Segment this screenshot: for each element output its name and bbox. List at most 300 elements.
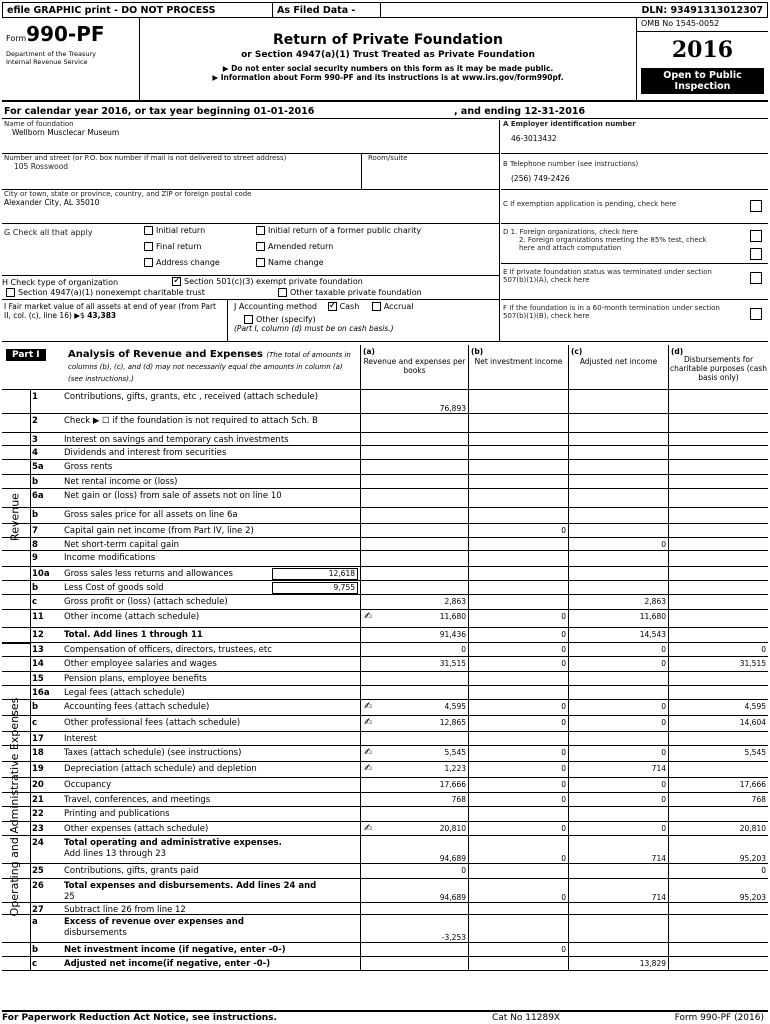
amount-cell-b[interactable] bbox=[468, 414, 568, 432]
amount-cell-c[interactable] bbox=[568, 508, 668, 523]
amount-cell-b[interactable] bbox=[468, 581, 568, 594]
cash-basis-note: (Part I, column (d) must be on cash basis.) bbox=[234, 324, 394, 333]
street-label: Number and street (or P.O. box number if mail is not delivered to street address) bbox=[4, 154, 287, 162]
j-block bbox=[232, 300, 500, 342]
amount-cell-c[interactable] bbox=[568, 460, 668, 474]
table-row bbox=[2, 610, 768, 628]
amount-cell-d[interactable] bbox=[668, 460, 768, 474]
line-description: Total. Add lines 1 through 11 bbox=[64, 630, 203, 640]
amount-cell-b[interactable]: 0 bbox=[468, 822, 568, 835]
amount-cell-c[interactable] bbox=[568, 581, 668, 594]
part1-title: Analysis of Revenue and Expenses bbox=[68, 349, 263, 360]
amount-cell-d[interactable] bbox=[668, 943, 768, 956]
cash-option[interactable]: ✓ Cash bbox=[328, 302, 360, 311]
amount-cell-b[interactable] bbox=[468, 446, 568, 459]
attachment-icon[interactable]: ✍ bbox=[364, 823, 373, 834]
amount-cell-c[interactable]: 0 bbox=[568, 700, 668, 715]
cash-checkbox[interactable] bbox=[328, 302, 337, 311]
name-label: Name of foundation bbox=[4, 120, 74, 128]
amount-cell-a[interactable] bbox=[360, 551, 468, 566]
line-number: 10a bbox=[32, 569, 50, 579]
initial-return-checkbox[interactable] bbox=[144, 226, 153, 235]
line-description: Taxes (attach schedule) (see instructions) bbox=[64, 748, 242, 758]
amount-cell-c[interactable]: 14,543 bbox=[568, 628, 668, 642]
amount-cell-d[interactable] bbox=[668, 390, 768, 413]
line-number: 22 bbox=[32, 809, 44, 819]
amount-cell-b[interactable]: 0 bbox=[468, 524, 568, 537]
amount-cell-b[interactable] bbox=[468, 390, 568, 413]
amount-cell-a[interactable]: 20,810 bbox=[360, 822, 468, 835]
line-description: Other income (attach schedule) bbox=[64, 612, 200, 622]
line-description: Gross profit or (loss) (attach schedule) bbox=[64, 597, 228, 607]
4947-option[interactable]: Section 4947(a)(1) nonexempt charitable trust bbox=[6, 288, 205, 297]
amount-cell-c[interactable]: 714 bbox=[568, 836, 668, 863]
line-description: Net gain or (loss) from sale of assets not on line 10 bbox=[64, 491, 282, 501]
final-return-checkbox[interactable] bbox=[144, 242, 153, 251]
amount-cell-d[interactable] bbox=[668, 807, 768, 821]
address-change-checkbox[interactable] bbox=[144, 258, 153, 267]
line-description: Check ▶ ☐ if the foundation is not required to attach Sch. B bbox=[64, 416, 318, 426]
line-number: 24 bbox=[32, 838, 44, 848]
table-row bbox=[2, 551, 768, 567]
table-row bbox=[2, 628, 768, 643]
amount-cell-a[interactable]: 12,865 bbox=[360, 716, 468, 731]
amount-cell-b[interactable]: 0 bbox=[468, 879, 568, 902]
amount-cell-b[interactable] bbox=[468, 672, 568, 685]
line-number: 14 bbox=[32, 659, 44, 669]
table-row bbox=[2, 672, 768, 686]
part1-italic: (The total of amounts in columns (b), (c), and (d) may not necessarily equal the amounts in column (a) (see instructions).) bbox=[68, 351, 351, 383]
amount-cell-a[interactable] bbox=[360, 524, 468, 537]
501c3-option[interactable]: ✓ Section 501(c)(3) exempt private foundation bbox=[172, 277, 363, 286]
amount-cell-a[interactable]: 94,689 bbox=[360, 879, 468, 902]
line-number: 27 bbox=[32, 905, 44, 915]
accounting-label: J Accounting method bbox=[234, 302, 318, 311]
amended-return-option[interactable]: Amended return bbox=[256, 242, 333, 251]
room-label: Room/suite bbox=[368, 154, 408, 162]
street-block bbox=[2, 154, 499, 190]
amount-cell-a[interactable] bbox=[360, 538, 468, 550]
amount-cell-b[interactable]: 0 bbox=[468, 610, 568, 627]
amount-cell-c[interactable]: 0 bbox=[568, 657, 668, 671]
amount-cell-c[interactable] bbox=[568, 807, 668, 821]
amount-cell-d[interactable] bbox=[668, 524, 768, 537]
amount-cell-d[interactable]: 0 bbox=[668, 864, 768, 878]
table-row bbox=[2, 807, 768, 822]
dln-label: DLN: 93491313012307 bbox=[641, 5, 763, 16]
amount-cell-c[interactable] bbox=[568, 446, 668, 459]
line-number: 6a bbox=[32, 491, 44, 501]
department: Department of the Treasury Internal Revenue Service bbox=[6, 50, 97, 66]
table-row bbox=[2, 446, 768, 460]
form-prefix: Form bbox=[6, 34, 27, 43]
amount-cell-c[interactable]: 0 bbox=[568, 716, 668, 731]
amount-cell-c[interactable]: 13,829 bbox=[568, 957, 668, 970]
attachment-icon[interactable]: ✍ bbox=[364, 701, 373, 712]
fmv-value[interactable]: 43,383 bbox=[87, 311, 117, 320]
amount-cell-c[interactable] bbox=[568, 551, 668, 566]
501c3-checkbox[interactable] bbox=[172, 277, 181, 286]
amount-cell-d[interactable]: 0 bbox=[668, 643, 768, 656]
amount-cell-a[interactable] bbox=[360, 508, 468, 523]
line-description: Total operating and administrative expenses. bbox=[64, 838, 282, 848]
line-number: 15 bbox=[32, 674, 44, 684]
amount-cell-c[interactable] bbox=[568, 567, 668, 580]
form-number: 990-PF bbox=[26, 22, 105, 46]
line-number: c bbox=[32, 718, 38, 728]
line-number: b bbox=[32, 510, 39, 520]
amount-cell-a[interactable]: 94,689 bbox=[360, 836, 468, 863]
amount-cell-a[interactable] bbox=[360, 489, 468, 507]
amount-cell-a[interactable] bbox=[360, 414, 468, 432]
exemption-block: C If exemption application is pending, check here bbox=[501, 190, 768, 224]
amount-cell-d[interactable] bbox=[668, 414, 768, 432]
expenses-side-label: Operating and Administrative Expenses bbox=[8, 697, 21, 917]
amount-cell-d[interactable] bbox=[668, 489, 768, 507]
line-description: Excess of revenue over expenses and bbox=[64, 917, 244, 927]
amount-cell-b[interactable] bbox=[468, 538, 568, 550]
amount-cell-b[interactable] bbox=[468, 567, 568, 580]
name-change-option[interactable]: Name change bbox=[256, 258, 324, 267]
amount-cell-b[interactable]: 0 bbox=[468, 643, 568, 656]
amount-cell-d[interactable] bbox=[668, 686, 768, 699]
amount-cell-a[interactable]: 31,515 bbox=[360, 657, 468, 671]
line-number: 25 bbox=[32, 866, 44, 876]
table-row bbox=[2, 957, 768, 971]
amount-cell-d[interactable]: 5,545 bbox=[668, 746, 768, 761]
amount-cell-a[interactable] bbox=[360, 807, 468, 821]
amount-cell-a[interactable] bbox=[360, 672, 468, 685]
amount-cell-a[interactable]: 2,863 bbox=[360, 595, 468, 609]
amount-cell-d[interactable]: 14,604 bbox=[668, 716, 768, 731]
table-row bbox=[2, 538, 768, 551]
initial-return-option[interactable]: Initial return bbox=[144, 226, 205, 235]
line-number: 26 bbox=[32, 881, 44, 891]
amount-cell-c[interactable] bbox=[568, 524, 668, 537]
table-row bbox=[2, 657, 768, 672]
line-number: 19 bbox=[32, 764, 44, 774]
amount-cell-a[interactable]: 11,680 bbox=[360, 610, 468, 627]
terminated-checkbox[interactable] bbox=[750, 272, 762, 284]
amount-cell-d[interactable] bbox=[668, 628, 768, 642]
street-value[interactable]: 105 Rosswood bbox=[14, 162, 69, 171]
exemption-checkbox[interactable] bbox=[750, 200, 762, 212]
amount-cell-c[interactable] bbox=[568, 686, 668, 699]
line-description-cont: disbursements bbox=[64, 928, 127, 938]
line-description: Travel, conferences, and meetings bbox=[64, 795, 211, 805]
amount-cell-d[interactable] bbox=[668, 567, 768, 580]
line-description-cont: 25 bbox=[64, 892, 75, 902]
amount-cell-a[interactable] bbox=[360, 903, 468, 914]
amount-cell-a[interactable] bbox=[360, 686, 468, 699]
ein-value[interactable]: 46-3013432 bbox=[511, 134, 557, 143]
amount-cell-d[interactable] bbox=[668, 581, 768, 594]
amount-cell-a[interactable]: 0 bbox=[360, 864, 468, 878]
line-number: 13 bbox=[32, 645, 44, 655]
table-row bbox=[2, 475, 768, 489]
amount-cell-d[interactable]: 95,203 bbox=[668, 879, 768, 902]
amount-cell-c[interactable]: 714 bbox=[568, 879, 668, 902]
line-number: 9 bbox=[32, 553, 38, 563]
top-bar bbox=[2, 2, 768, 18]
line-description: Income modifications bbox=[64, 553, 156, 563]
line-number: 5a bbox=[32, 462, 44, 472]
address-change-option[interactable]: Address change bbox=[144, 258, 220, 267]
amount-cell-a[interactable] bbox=[360, 943, 468, 956]
amount-cell-c[interactable] bbox=[568, 475, 668, 488]
table-row bbox=[2, 793, 768, 807]
foundation-name[interactable]: Wellborn Musclecar Museum bbox=[12, 128, 120, 137]
footer bbox=[2, 1010, 768, 1023]
name-change-checkbox[interactable] bbox=[256, 258, 265, 267]
amount-cell-a[interactable]: 91,436 bbox=[360, 628, 468, 642]
amount-cell-a[interactable]: -3,253 bbox=[360, 915, 468, 942]
amount-cell-b[interactable] bbox=[468, 433, 568, 445]
amount-cell-a[interactable] bbox=[360, 581, 468, 594]
amount-cell-b[interactable]: 0 bbox=[468, 716, 568, 731]
amount-cell-c[interactable] bbox=[568, 433, 668, 445]
amount-cell-d[interactable]: 4,595 bbox=[668, 700, 768, 715]
table-row bbox=[2, 716, 768, 732]
line-number: 21 bbox=[32, 795, 44, 805]
line-description: Interest bbox=[64, 734, 97, 744]
amount-cell-b[interactable] bbox=[468, 595, 568, 609]
initial-former-option[interactable]: Initial return of a former public charity bbox=[256, 226, 421, 235]
amount-cell-c[interactable] bbox=[568, 943, 668, 956]
amount-cell-b[interactable] bbox=[468, 508, 568, 523]
amount-cell-b[interactable] bbox=[468, 957, 568, 970]
info-note: ▶ Information about Form 990-PF and its instructions is at www.irs.gov/form990pf. bbox=[212, 73, 564, 82]
amount-cell-c[interactable]: 0 bbox=[568, 746, 668, 761]
table-row bbox=[2, 433, 768, 446]
line-description: Net short-term capital gain bbox=[64, 540, 180, 550]
amount-cell-d[interactable] bbox=[668, 595, 768, 609]
line-number: 16a bbox=[32, 688, 50, 698]
amount-cell-a[interactable] bbox=[360, 567, 468, 580]
line-description: Contributions, gifts, grants paid bbox=[64, 866, 199, 876]
amount-cell-b[interactable]: 0 bbox=[468, 628, 568, 642]
h-block bbox=[2, 276, 499, 300]
amount-cell-a[interactable]: 76,893 bbox=[360, 390, 468, 413]
amount-cell-c[interactable]: 0 bbox=[568, 643, 668, 656]
amount-cell-c[interactable]: 0 bbox=[568, 793, 668, 806]
amount-cell-b[interactable]: 0 bbox=[468, 793, 568, 806]
amount-cell-d[interactable] bbox=[668, 446, 768, 459]
table-row bbox=[2, 778, 768, 793]
amount-cell-b[interactable] bbox=[468, 807, 568, 821]
amount-cell-a[interactable] bbox=[360, 446, 468, 459]
line-description: Printing and publications bbox=[64, 809, 170, 819]
amount-cell-d[interactable]: 20,810 bbox=[668, 822, 768, 835]
i-block bbox=[2, 300, 228, 342]
table-row bbox=[2, 836, 768, 864]
amount-cell-b[interactable] bbox=[468, 489, 568, 507]
table-row bbox=[2, 414, 768, 433]
ein-block: A Employer identification number 46-3013432 bbox=[501, 120, 768, 154]
line-number: a bbox=[32, 917, 38, 927]
amount-cell-d[interactable]: 768 bbox=[668, 793, 768, 806]
table-row bbox=[2, 762, 768, 778]
amount-cell-d[interactable] bbox=[668, 508, 768, 523]
table-row bbox=[2, 732, 768, 746]
table-row bbox=[2, 686, 768, 700]
line-description: Compensation of officers, directors, trustees, etc bbox=[64, 645, 272, 655]
amount-cell-a[interactable] bbox=[360, 433, 468, 445]
amount-cell-d[interactable] bbox=[668, 433, 768, 445]
amount-cell-d[interactable] bbox=[668, 538, 768, 550]
line-number: b bbox=[32, 477, 39, 487]
amount-cell-d[interactable] bbox=[668, 672, 768, 685]
attachment-icon[interactable]: ✍ bbox=[364, 763, 373, 774]
attachment-icon[interactable]: ✍ bbox=[364, 747, 373, 758]
amount-cell-a[interactable]: 5,545 bbox=[360, 746, 468, 761]
amended-return-checkbox[interactable] bbox=[256, 242, 265, 251]
attachment-icon[interactable]: ✍ bbox=[364, 717, 373, 728]
amount-cell-b[interactable]: 0 bbox=[468, 657, 568, 671]
amount-cell-a[interactable]: 17,666 bbox=[360, 778, 468, 792]
part1-header bbox=[2, 345, 768, 390]
amount-cell-d[interactable] bbox=[668, 475, 768, 488]
form-title: Return of Private Foundation bbox=[273, 32, 503, 48]
line-number: 11 bbox=[32, 612, 44, 622]
line-number: 12 bbox=[32, 630, 44, 640]
table-row bbox=[2, 595, 768, 610]
amount-cell-c[interactable] bbox=[568, 864, 668, 878]
line-description: Other professional fees (attach schedule) bbox=[64, 718, 241, 728]
col-a-header: (a) Revenue and expenses per books bbox=[360, 345, 468, 390]
amount-cell-c[interactable] bbox=[568, 414, 668, 432]
accrual-option[interactable]: Accrual bbox=[372, 302, 414, 311]
amount-cell-c[interactable]: 0 bbox=[568, 822, 668, 835]
amount-cell-d[interactable] bbox=[668, 957, 768, 970]
4947-checkbox[interactable] bbox=[6, 288, 15, 297]
amount-cell-a[interactable] bbox=[360, 957, 468, 970]
d-block: D 1. Foreign organizations, check here 2. Foreign organizations meeting the 85% test, check here and attach computation bbox=[501, 224, 768, 264]
other-method-option[interactable]: Other (specify) bbox=[234, 315, 498, 324]
amount-cell-d[interactable] bbox=[668, 915, 768, 942]
amount-cell-b[interactable] bbox=[468, 551, 568, 566]
accrual-checkbox[interactable] bbox=[372, 302, 381, 311]
amount-cell-c[interactable] bbox=[568, 903, 668, 914]
amount-cell-c[interactable]: 714 bbox=[568, 762, 668, 777]
table-row bbox=[2, 524, 768, 538]
line-description: Subtract line 26 from line 12 bbox=[64, 905, 186, 915]
other-taxable-checkbox[interactable] bbox=[278, 288, 287, 297]
col-c-header: (c) Adjusted net income bbox=[568, 345, 668, 390]
line-description: Legal fees (attach schedule) bbox=[64, 688, 185, 698]
amount-cell-a[interactable] bbox=[360, 732, 468, 745]
amount-cell-b[interactable]: 0 bbox=[468, 746, 568, 761]
phone-block: B Telephone number (see instructions) (256) 749-2426 bbox=[501, 154, 768, 190]
other-method-checkbox[interactable] bbox=[244, 315, 253, 324]
amount-cell-c[interactable] bbox=[568, 732, 668, 745]
org-info-section bbox=[2, 120, 768, 342]
efile-label: efile GRAPHIC print - DO NOT PROCESS bbox=[3, 3, 273, 17]
initial-former-checkbox[interactable] bbox=[256, 226, 265, 235]
line-number: c bbox=[32, 597, 38, 607]
amount-cell-c[interactable]: 0 bbox=[568, 778, 668, 792]
amount-cell-c[interactable] bbox=[568, 672, 668, 685]
amount-cell-d[interactable]: 31,515 bbox=[668, 657, 768, 671]
amount-cell-a[interactable]: 4,595 bbox=[360, 700, 468, 715]
amount-cell-b[interactable]: 0 bbox=[468, 836, 568, 863]
e-block: E If private foundation status was terminated under section 507(b)(1)(A), check here bbox=[501, 264, 768, 300]
amount-cell-b[interactable] bbox=[468, 864, 568, 878]
amount-cell-d[interactable] bbox=[668, 762, 768, 777]
inline-amount[interactable]: 9,755 bbox=[272, 582, 358, 594]
amount-cell-c[interactable]: 0 bbox=[568, 538, 668, 550]
amount-cell-b[interactable] bbox=[468, 732, 568, 745]
amount-cell-b[interactable] bbox=[468, 475, 568, 488]
amount-cell-d[interactable]: 95,203 bbox=[668, 836, 768, 863]
amount-cell-d[interactable] bbox=[668, 732, 768, 745]
60-month-checkbox[interactable] bbox=[750, 308, 762, 320]
inline-amount[interactable]: 12,618 bbox=[272, 568, 358, 580]
amount-cell-b[interactable]: 0 bbox=[468, 762, 568, 777]
amount-cell-b[interactable] bbox=[468, 460, 568, 474]
line-description: Less Cost of goods sold bbox=[64, 583, 164, 593]
table-row bbox=[2, 903, 768, 915]
calendar-year-row bbox=[2, 104, 768, 119]
line-number: b bbox=[32, 702, 39, 712]
amount-cell-c[interactable]: 2,863 bbox=[568, 595, 668, 609]
amount-cell-c[interactable] bbox=[568, 489, 668, 507]
amount-cell-c[interactable] bbox=[568, 915, 668, 942]
amount-cell-b[interactable]: 0 bbox=[468, 778, 568, 792]
amount-cell-b[interactable]: 0 bbox=[468, 700, 568, 715]
amount-cell-d[interactable] bbox=[668, 610, 768, 627]
amount-cell-d[interactable] bbox=[668, 903, 768, 914]
amount-cell-a[interactable]: 0 bbox=[360, 643, 468, 656]
foreign-85-checkbox[interactable] bbox=[750, 248, 762, 260]
calendar-ending: , and ending 12-31-2016 bbox=[454, 106, 586, 117]
g-label: G Check all that apply bbox=[4, 228, 93, 237]
section-separator bbox=[2, 643, 31, 644]
table-row bbox=[2, 822, 768, 836]
amount-cell-b[interactable]: 0 bbox=[468, 943, 568, 956]
amount-cell-a[interactable] bbox=[360, 460, 468, 474]
amount-cell-b[interactable] bbox=[468, 686, 568, 699]
table-row bbox=[2, 943, 768, 957]
table-row bbox=[2, 864, 768, 879]
city-value[interactable]: Alexander City, AL 35010 bbox=[4, 198, 100, 207]
amount-cell-b[interactable] bbox=[468, 903, 568, 914]
amount-cell-d[interactable] bbox=[668, 551, 768, 566]
amount-cell-b[interactable] bbox=[468, 915, 568, 942]
table-row bbox=[2, 879, 768, 903]
final-return-option[interactable]: Final return bbox=[144, 242, 201, 251]
amount-cell-a[interactable] bbox=[360, 475, 468, 488]
foreign-org-checkbox[interactable] bbox=[750, 230, 762, 242]
amount-cell-c[interactable] bbox=[568, 390, 668, 413]
amount-cell-d[interactable]: 17,666 bbox=[668, 778, 768, 792]
line-description: Dividends and interest from securities bbox=[64, 448, 227, 458]
filed-label: As Filed Data - bbox=[273, 3, 381, 17]
city-label: City or town, state or province, country, and ZIP or foreign postal code bbox=[4, 190, 252, 198]
phone-value[interactable]: (256) 749-2426 bbox=[511, 174, 570, 183]
other-taxable-option[interactable]: Other taxable private foundation bbox=[278, 288, 422, 297]
amount-cell-c[interactable]: 11,680 bbox=[568, 610, 668, 627]
amount-cell-a[interactable]: 1,223 bbox=[360, 762, 468, 777]
attachment-icon[interactable]: ✍ bbox=[364, 611, 373, 622]
year-cell bbox=[636, 18, 768, 100]
amount-cell-a[interactable]: 768 bbox=[360, 793, 468, 806]
form-footer-id: Form 990-PF (2016) bbox=[674, 1013, 764, 1023]
city-block bbox=[2, 190, 499, 224]
h-label: H Check type of organization bbox=[2, 278, 119, 287]
line-number: 20 bbox=[32, 780, 44, 790]
line-number: 18 bbox=[32, 748, 44, 758]
